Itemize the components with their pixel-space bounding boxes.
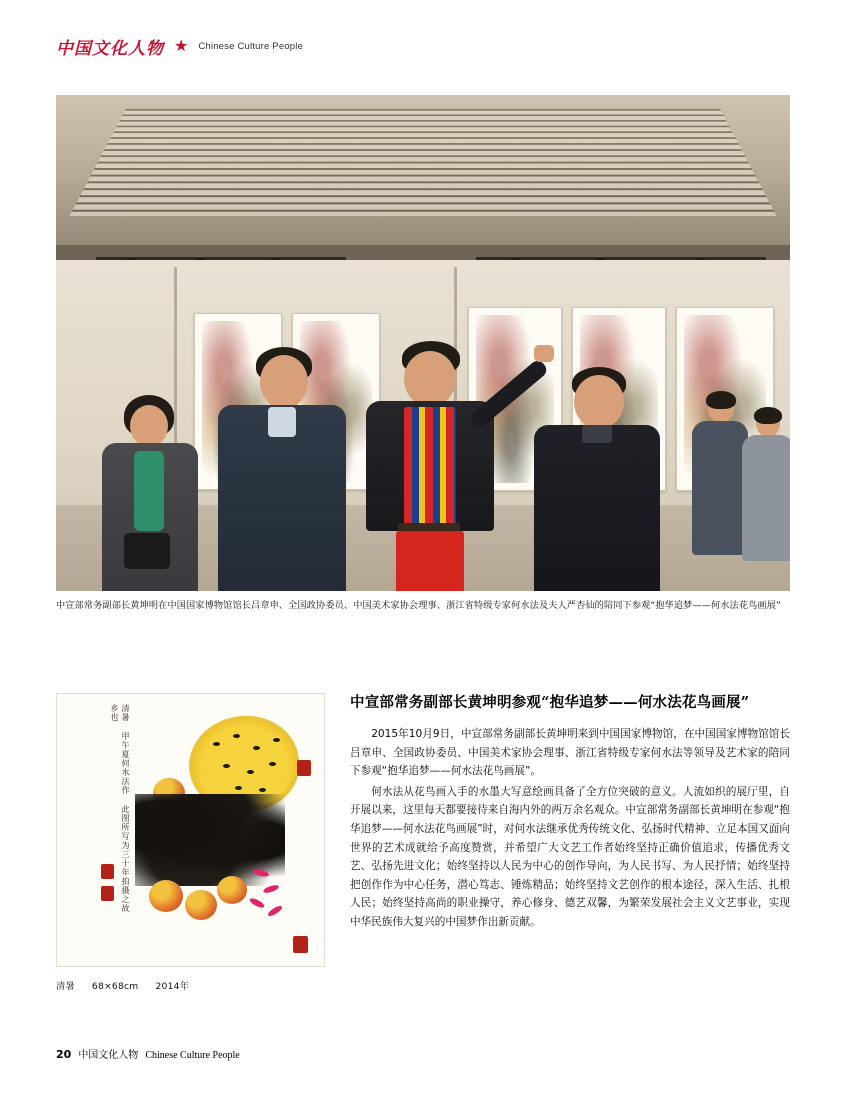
seal-icon (293, 936, 308, 953)
melon-seed (273, 738, 280, 742)
masthead-logo-en: Chinese Culture People (198, 41, 304, 52)
photo-scene (56, 95, 790, 591)
melon-seed (259, 788, 266, 792)
handbag (124, 533, 170, 569)
page-footer (56, 1046, 240, 1061)
torso (742, 435, 790, 561)
torso (534, 425, 660, 591)
melon-seed (253, 746, 260, 750)
person-figure-background (692, 395, 748, 555)
gallery-ceiling (56, 95, 790, 260)
hero-photo-caption: 中宣部常务副部长黄坤明在中国国家博物馆馆长吕章申、全国政协委员、中国美术家协会理事、浙江省特级专家何水法及夫人严杏仙的陪同下参观“抱华追梦——何水法花鸟画展” (56, 600, 781, 611)
melon-seed (213, 742, 220, 746)
fruit-shape (149, 880, 183, 912)
person-figure-background (742, 411, 790, 561)
painting-inscription: 清暑 甲午夏何水法作 此图所写为三十年拍摄之故乡也 (110, 704, 130, 913)
person-figure (214, 347, 350, 591)
article-title: 中宣部常务副部长黄坤明参观“抱华追梦——何水法花鸟画展” (350, 694, 750, 711)
petal-shape (267, 905, 284, 918)
fruit-shape (185, 890, 217, 920)
seal-icon (101, 864, 114, 879)
seal-icon (101, 886, 114, 901)
head (260, 355, 308, 409)
collar (582, 425, 612, 443)
melon-seed (269, 762, 276, 766)
red-star-icon: ★ (174, 37, 189, 55)
head (574, 375, 624, 429)
exhibition-visit-photo (56, 95, 790, 591)
inner-top (134, 451, 164, 531)
seal-icon (297, 760, 311, 776)
page-number: 20 (56, 1048, 72, 1061)
pointing-hand (534, 345, 554, 362)
person-figure (96, 395, 206, 591)
article-paragraph-1: 2015年10月9日，中宣部常务副部长黄坤明来到中国国家博物馆，在中国国家博物馆馆长吕章申、全国政协委员、中国美术家协会理事、浙江省特级专家何水法等领导及艺术家的陪同下参观“抱华追梦——何水法花鸟画展”。 (350, 728, 790, 778)
footer-publication-cn: 中国文化人物 (78, 1050, 139, 1061)
artwork-year: 2014年 (155, 981, 190, 992)
hair (754, 407, 782, 424)
head (130, 405, 168, 447)
artwork-caption (56, 978, 203, 992)
melon-seed (235, 786, 242, 790)
melon-seed (247, 770, 254, 774)
person-figure-pointing (356, 341, 516, 591)
torso (692, 421, 748, 555)
artwork-size: 68×68cm (91, 981, 139, 992)
melon-seed (233, 734, 240, 738)
person-figure (526, 367, 666, 591)
fruit-shape (217, 876, 247, 904)
ceiling-slats (70, 109, 777, 216)
article-paragraph-2: 何水法从花鸟画入手的水墨大写意绘画具备了全方位突破的意义。人流如织的展厅里，自开展以来，这里每天都要接待来自海内外的两万余名观众。中宣部常务副部长黄坤明在参观“抱华追梦——何水法花鸟画展”时，对何水法继承优秀传统文化、弘扬时代精神、立足本国又面向世界的艺术成就给予高度赞赏，并希望广大文艺工作者始终坚持正确价值追求，传播优秀文艺、弘扬先进文化；始终坚持以人民为中心的创作导向，为人民书写、为人民抒情；始终坚持把创作作为中心任务，潜心笃志、锤炼精品；始终坚持文艺创作的根本途径，深入生活、扎根人民；始终坚持高尚的职业操守，养心修身、德艺双馨，为繁荣发展社会主义文艺事业，实现中华民族伟大复兴的中国梦作出新贡献。 (350, 785, 790, 928)
red-trousers (396, 531, 464, 591)
footer-publication-en: Chinese Culture People (145, 1050, 240, 1061)
shirt-collar (268, 407, 296, 437)
petal-shape (249, 896, 266, 910)
hair (706, 391, 736, 409)
plaid-shirt (404, 407, 456, 525)
artwork-title: 清暑 (56, 981, 75, 992)
melon-seed (223, 764, 230, 768)
masthead-logo-cn: 中国文化人物 (56, 39, 164, 59)
head (404, 351, 456, 407)
flower-bird-painting (56, 693, 325, 967)
masthead (56, 34, 303, 59)
article-body (350, 693, 790, 934)
